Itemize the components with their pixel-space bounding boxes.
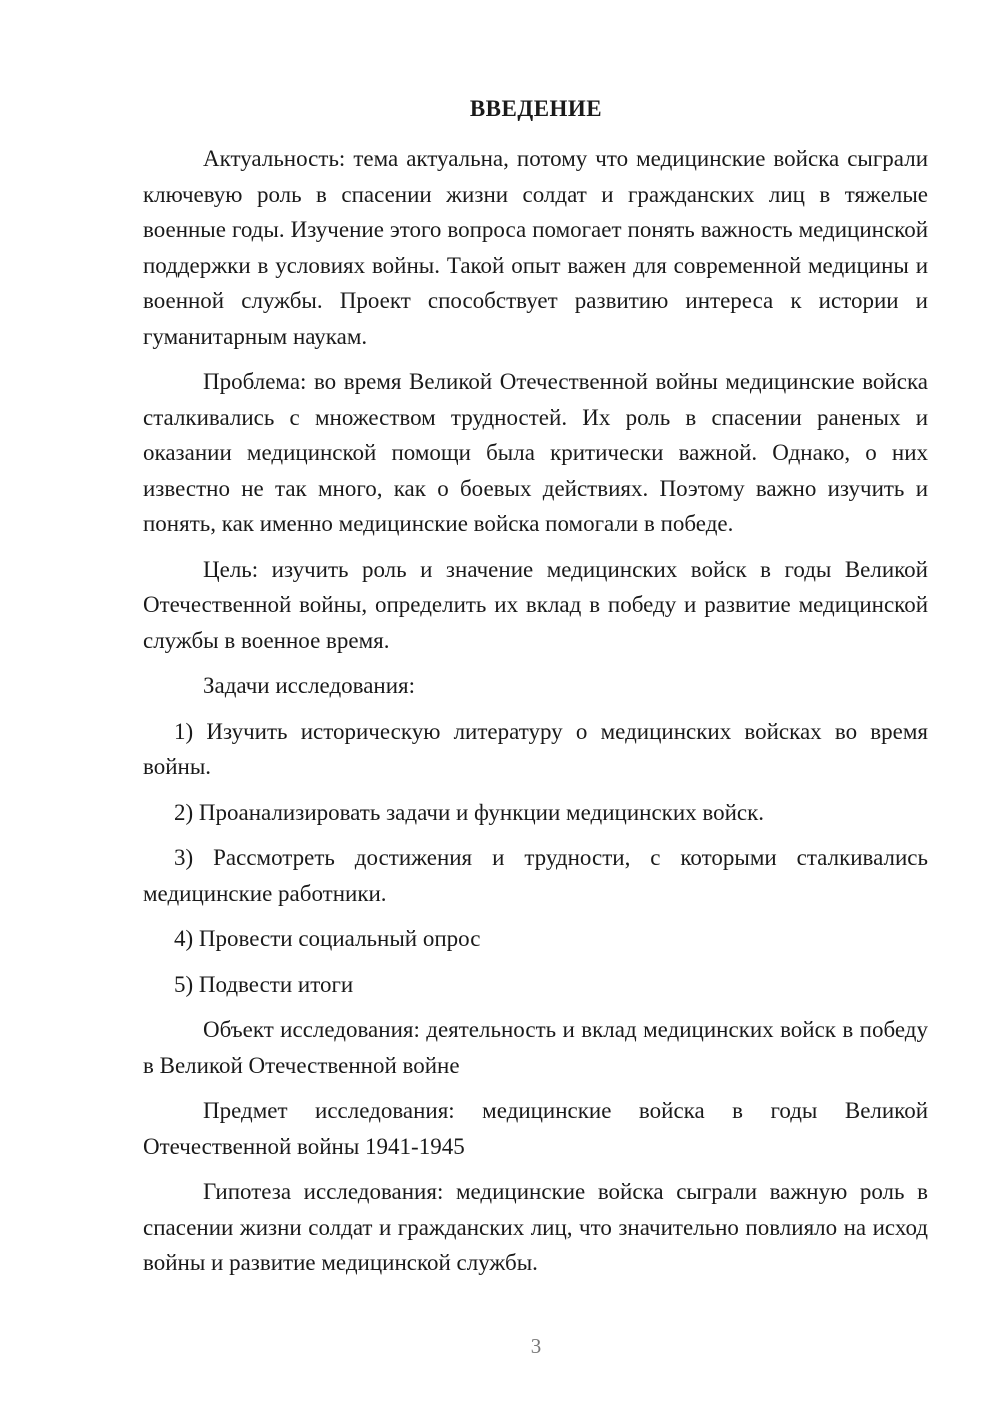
task-item-3: 3) Рассмотреть достижения и трудности, с которыми сталкивались медицинские работники.	[143, 845, 928, 906]
task-item-1: 1) Изучить историческую литературу о медицинских войсках во время войны.	[143, 718, 928, 779]
paragraph-hypothesis: Гипотеза исследования: медицинские войска сыграли важную роль в спасении жизни солдат и гражданских лиц, что значительно повлияло на исход войны и развитие медицинской службы.	[143, 1179, 928, 1275]
paragraph-relevance: Актуальность: тема актуальна, потому что медицинские войска сыграли ключевую роль в спасении жизни солдат и гражданских лиц в тяжелые военные годы. Изучение этого вопроса помогает понять важность медицинской поддержки в условиях войны. Такой опыт важен для современной медицины и военной службы. Проект способствует развитию интереса к истории и гуманитарным наукам.	[143, 146, 928, 349]
task-item-4: 4) Провести социальный опрос	[174, 926, 481, 951]
paragraph-goal: Цель: изучить роль и значение медицинских войск в годы Великой Отечественной войны, определить их вклад в победу и развитие медицинской службы в военное время.	[143, 556, 928, 653]
page-title: ВВЕДЕНИЕ	[469, 96, 603, 121]
page-number: 3	[530, 1334, 542, 1358]
paragraph-problem: Проблема: во время Великой Отечественной войны медицинские войска сталкивались с множеством трудностей. Их роль в спасении раненых и оказании медицинской помощи была критически важной. Однако, о них известно не так много, как о боевых действиях. Поэтому важно изучить и понять, как именно медицинские войска помогали в победе.	[143, 369, 928, 536]
paragraph-object: Объект исследования: деятельность и вклад медицинских войск в победу в Великой Отечественной войне	[143, 1017, 928, 1078]
document-body	[143, 141, 928, 1281]
paragraph-subject: Предмет исследования: медицинские войска в годы Великой Отечественной войны 1941-1945	[143, 1098, 928, 1159]
paragraph-tasks-heading: Задачи исследования:	[203, 673, 416, 698]
task-item-5: 5) Подвести итоги	[174, 971, 354, 997]
task-item-2: 2) Проанализировать задачи и функции медицинских войск.	[174, 799, 765, 825]
